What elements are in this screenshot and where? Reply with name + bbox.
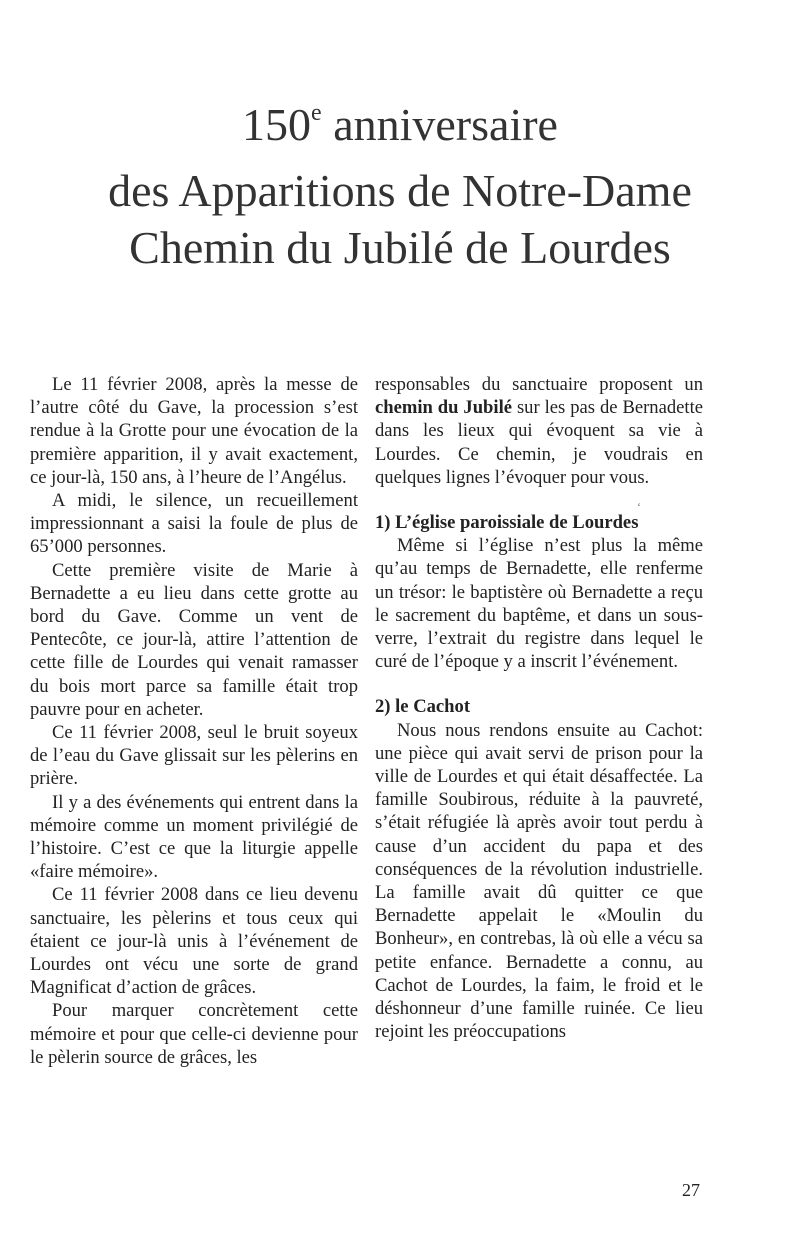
section-heading-eglise: 1) L’église paroissiale de Lourdes [375,512,639,534]
section-text-eglise: Même si l’église n’est plus la même qu’au temps de Bernadette, elle renferme un trésor: le baptistère où Bernadette a reçu le sacrement du baptême, et dans un sous-verre, l’extrait du registre dans lequel le curé de l’époque y a inscrit l’événement. [375,535,703,673]
paragraph: Ce 11 février 2008 dans ce lieu devenu sanctuaire, les pèlerins et tous ceux qui étaient ce jour-là unis à l’événement de Lourdes ont vécu une sorte de grand Magnificat d’action de grâces. [30,884,358,999]
paragraph: Cette première visite de Marie à Bernadette a eu lieu dans cette grotte au bord du Gave. Comme un vent de Pentecôte, ce jour-là, attire l’attention de cette fille de Lourdes qui venait ramasser du bois mort parce sa famille était trop pauvre pour en acheter. [30,559,358,720]
paragraph: Il y a des événements qui entrent dans la mémoire comme un moment privilégié de l’histoire. C’est ce que la liturgie appelle «faire mémoire». [30,791,358,883]
intro-paragraph: responsables du sanctuaire proposent un chemin du Jubilé sur les pas de Bernadette dans les lieux qui évoquent sa vie à Lourdes. Ce chemin, je voudrais en quelques lignes l’évoquer pour vous. [375,374,703,488]
highlight-chemin-du-jubile: chemin du Jubilé [375,397,512,419]
stray-mark: ‘ [637,500,641,514]
page-title [0,96,800,276]
title-line-1: 150e anniversaire [242,99,558,150]
paragraph: Pour marquer concrètement cette mémoire et pour que celle-ci devienne pour le pèlerin source de grâces, les [30,1000,358,1068]
section-text-cachot: Nous nous rendons ensuite au Cachot: une pièce qui avait servi de prison pour la ville de Lourdes et qui était désaffectée. La famille Soubirous, réduite à la pauvreté, s’était réfugiée là après avoir tout perdu à cause d’un accident du papa et des conséquences de la révolution industrielle. La famille avait dû quitter ce que Bernadette appelait le «Moulin du Bonheur», en contrebas, là où elle a vécu sa petite enfance. Bernadette a connu, au Cachot de Lourdes, la faim, le froid et le déshonneur d’une famille ruinée. Ce lieu rejoint les préoccupations [375,719,703,1043]
title-line-3: Chemin du Jubilé de Lourdes [129,222,671,273]
page-number: 27 [682,1180,700,1200]
paragraph: Ce 11 février 2008, seul le bruit soyeux de l’eau du Gave glissait sur les pèlerins en prière. [30,722,358,790]
paragraph: A midi, le silence, un recueillement impressionnant a saisi la foule de plus de 65’000 personnes. [30,490,358,558]
section-heading-cachot: 2) le Cachot [375,696,471,718]
paragraph: Le 11 février 2008, après la messe de l’autre côté du Gave, la procession s’est rendue à la Grotte pour une évocation de la première apparition, il y avait exactement, ce jour-là, 150 ans, à l’heure de l’Angélus. [30,374,358,488]
title-line-2: des Apparitions de Notre-Dame [108,165,692,216]
left-column [30,373,358,1069]
right-column [375,373,703,1043]
